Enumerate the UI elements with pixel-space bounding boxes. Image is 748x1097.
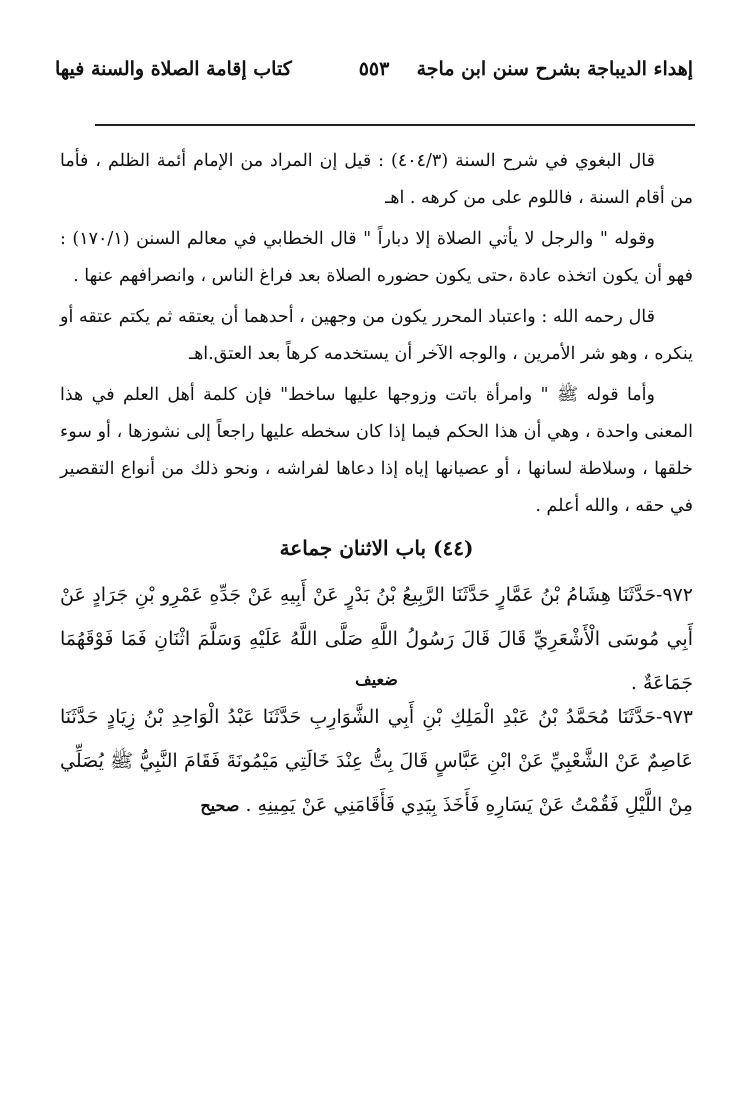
running-header (55, 58, 693, 92)
header-divider (95, 124, 695, 126)
chapter-heading: (٤٤) باب الاثنان جماعة (279, 536, 474, 560)
hadith-972-grade: ضعيف (355, 670, 398, 689)
paragraph-khattabi: وقوله " والرجل لا يأتي الصلاة إلا دباراً " قال الخطابي في معالم السنن (١٧٠/١) : فهو أن يكون اتخذه عادة ،حتى يكون حضوره الصلاة بعد فراغ الناس ، وانصرافهم عنها . (60, 229, 693, 286)
paragraph-muharrar: قال رحمه الله : واعتباد المحرر يكون من وجهين ، أحدهما أن يعتقه ثم يكتم عتقه أو ينكره ، وهو شر الأمرين ، والوجه الآخر أن يستخدمه كرهاً بعد العتق.اهـ (60, 307, 693, 364)
hadith-973 (60, 695, 693, 828)
hadith-973-text: ٩٧٣-حَدَّثَنَا مُحَمَّدُ بْنُ عَبْدِ الْمَلِكِ بْنِ أَبِي الشَّوَارِبِ حَدَّثَنَا عَبْدُ الْوَاحِدِ بْنُ زِيَادٍ حَدَّثَنَا عَاصِمٌ عَنْ الشَّعْبِيِّ عَنْ ابْنِ عَبَّاسٍ قَالَ بِتُّ عِنْدَ خَالَتِي مَيْمُونَةَ فَقَامَ النَّبِيُّ ﷺ يُصَلِّي مِنْ اللَّيْلِ فَقُمْتُ عَنْ يَسَارِهِ فَأَخَذَ بِيَدِي فَأَقَامَنِي عَنْ يَمِينِهِ . (60, 706, 693, 816)
hadith-972-text: ٩٧٢-حَدَّثَنَا هِشَامُ بْنُ عَمَّارٍ حَدَّثَنَا الرَّبِيعُ بْنُ بَدْرٍ عَنْ أَبِيهِ عَنْ جَدِّهِ عَمْرِو بْنِ جَرَادٍ عَنْ أَبِي مُوسَى الْأَشْعَرِيِّ قَالَ قَالَ رَسُولُ اللَّهِ صَلَّى اللَّهُ عَلَيْهِ وَسَلَّمَ اثْنَانِ فَمَا فَوْقَهُمَا جَمَاعَةٌ . (60, 584, 693, 694)
main-text (60, 143, 693, 828)
header-page-number: ٥٥٣ (358, 58, 390, 80)
paragraph-wife: وأما قوله ﷺ " وامرأة باتت وزوجها عليها ساخط" فإن كلمة أهل العلم في هذا المعنى واحدة ، وهي أن هذا الحكم فيما إذا كان سخطه عليها راجعاً إلى نشوزها ، أو سوء خلقها ، وسلاطة لسانها ، أو عصيانها إياه إذا دعاها لفراشه ، ونحو ذلك من أنواع التقصير في حقه ، والله أعلم . (60, 385, 693, 516)
paragraph-baghawi: قال البغوي في شرح السنة (٤٠٤/٣) : قيل إن المراد من الإمام أئمة الظلم ، فأما من أقام السنة ، فاللوم على من كرهه . اهـ (60, 151, 693, 208)
header-chapter-title: كتاب إقامة الصلاة والسنة فيها (55, 58, 292, 80)
hadith-973-grade: صحيح (200, 796, 240, 815)
header-book-title: إهداء الديباجة بشرح سنن ابن ماجة (416, 58, 693, 80)
